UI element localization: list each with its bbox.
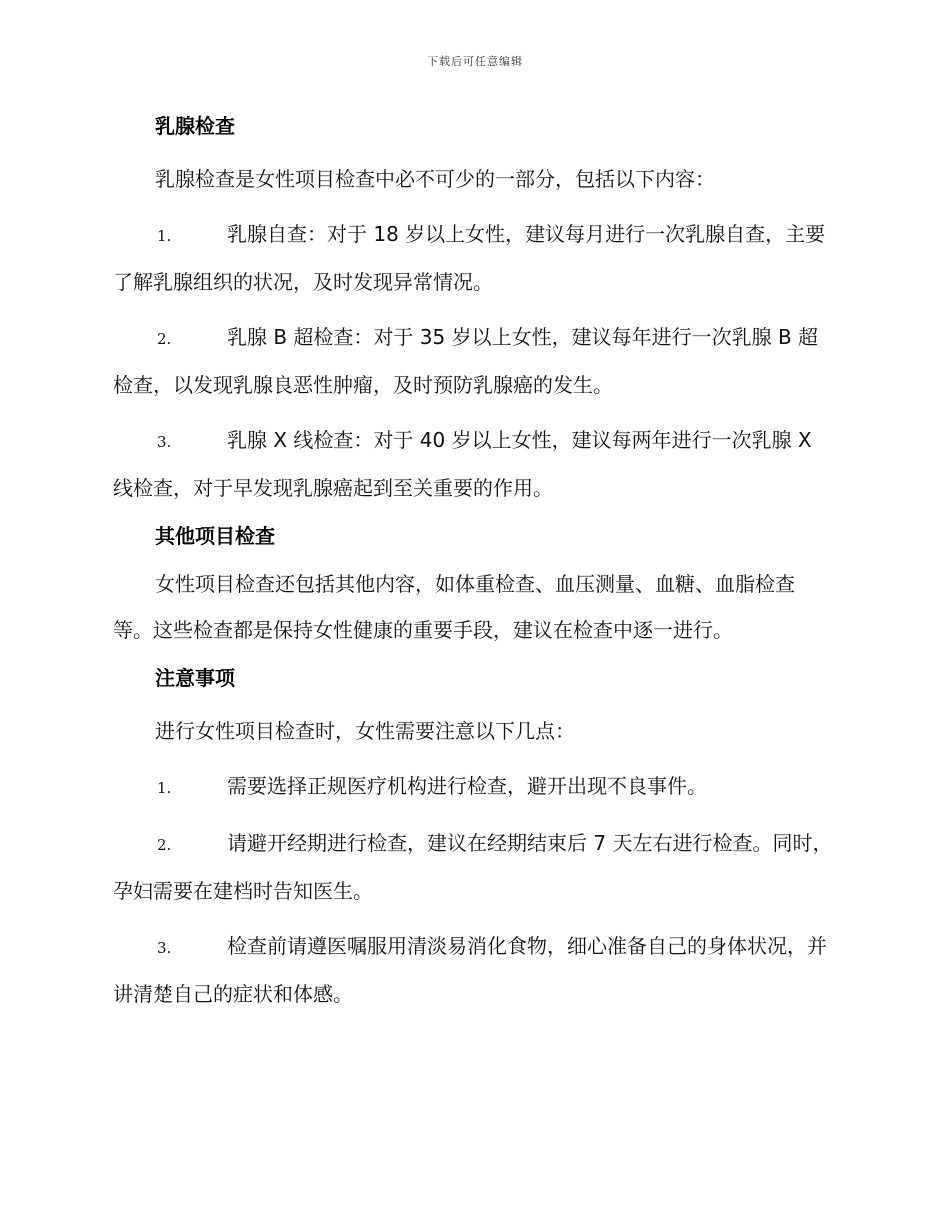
section-heading-breast: 乳腺检查 [155,114,235,138]
list-item [113,923,833,1017]
list-item [113,211,833,305]
list-number: 3. [157,939,172,957]
list-item-text: 乳腺自查：对于 18 岁以上女性，建议每月进行一次乳腺自查，主要了解乳腺组织的状况，及时发现异常情况。 [113,222,826,294]
list-item [113,763,833,811]
list-number: 2. [157,330,172,348]
list-item-text: 检查前请遵医嘱服用清淡易消化食物，细心准备自己的身体状况，并讲清楚自己的症状和体感。 [113,934,827,1006]
list-item [113,820,833,914]
section-heading-other: 其他项目检查 [155,524,275,548]
paragraph-other-body: 女性项目检查还包括其他内容，如体重检查、血压测量、血糖、血脂检查等。这些检查都是保持女性健康的重要手段，建议在检查中逐一进行。 [113,572,795,642]
list-number: 2. [157,836,172,854]
document-body [113,110,833,1017]
list-number: 1. [157,227,172,245]
list-item-text: 乳腺 B 超检查：对于 35 岁以上女性，建议每年进行一次乳腺 B 超检查，以发现乳腺良恶性肿瘤，及时预防乳腺癌的发生。 [113,325,819,397]
list-item-text: 乳腺 X 线检查：对于 40 岁以上女性，建议每两年进行一次乳腺 X 线检查，对于早发现乳腺癌起到至关重要的作用。 [113,428,812,500]
list-item [113,314,833,408]
paragraph-notes-intro: 进行女性项目检查时，女性需要注意以下几点： [155,719,575,743]
list-number: 1. [157,779,172,797]
header-note: 下载后可任意编辑 [427,55,523,68]
list-number: 3. [157,433,172,451]
section-heading-notes: 注意事项 [155,666,235,690]
paragraph-breast-intro: 乳腺检查是女性项目检查中必不可少的一部分，包括以下内容： [155,167,715,191]
list-item-text: 请避开经期进行检查，建议在经期结束后 7 天左右进行检查。同时，孕妇需要在建档时告知医生。 [113,831,833,903]
list-item-text: 需要选择正规医疗机构进行检查，避开出现不良事件。 [227,774,707,798]
list-item [113,417,833,511]
